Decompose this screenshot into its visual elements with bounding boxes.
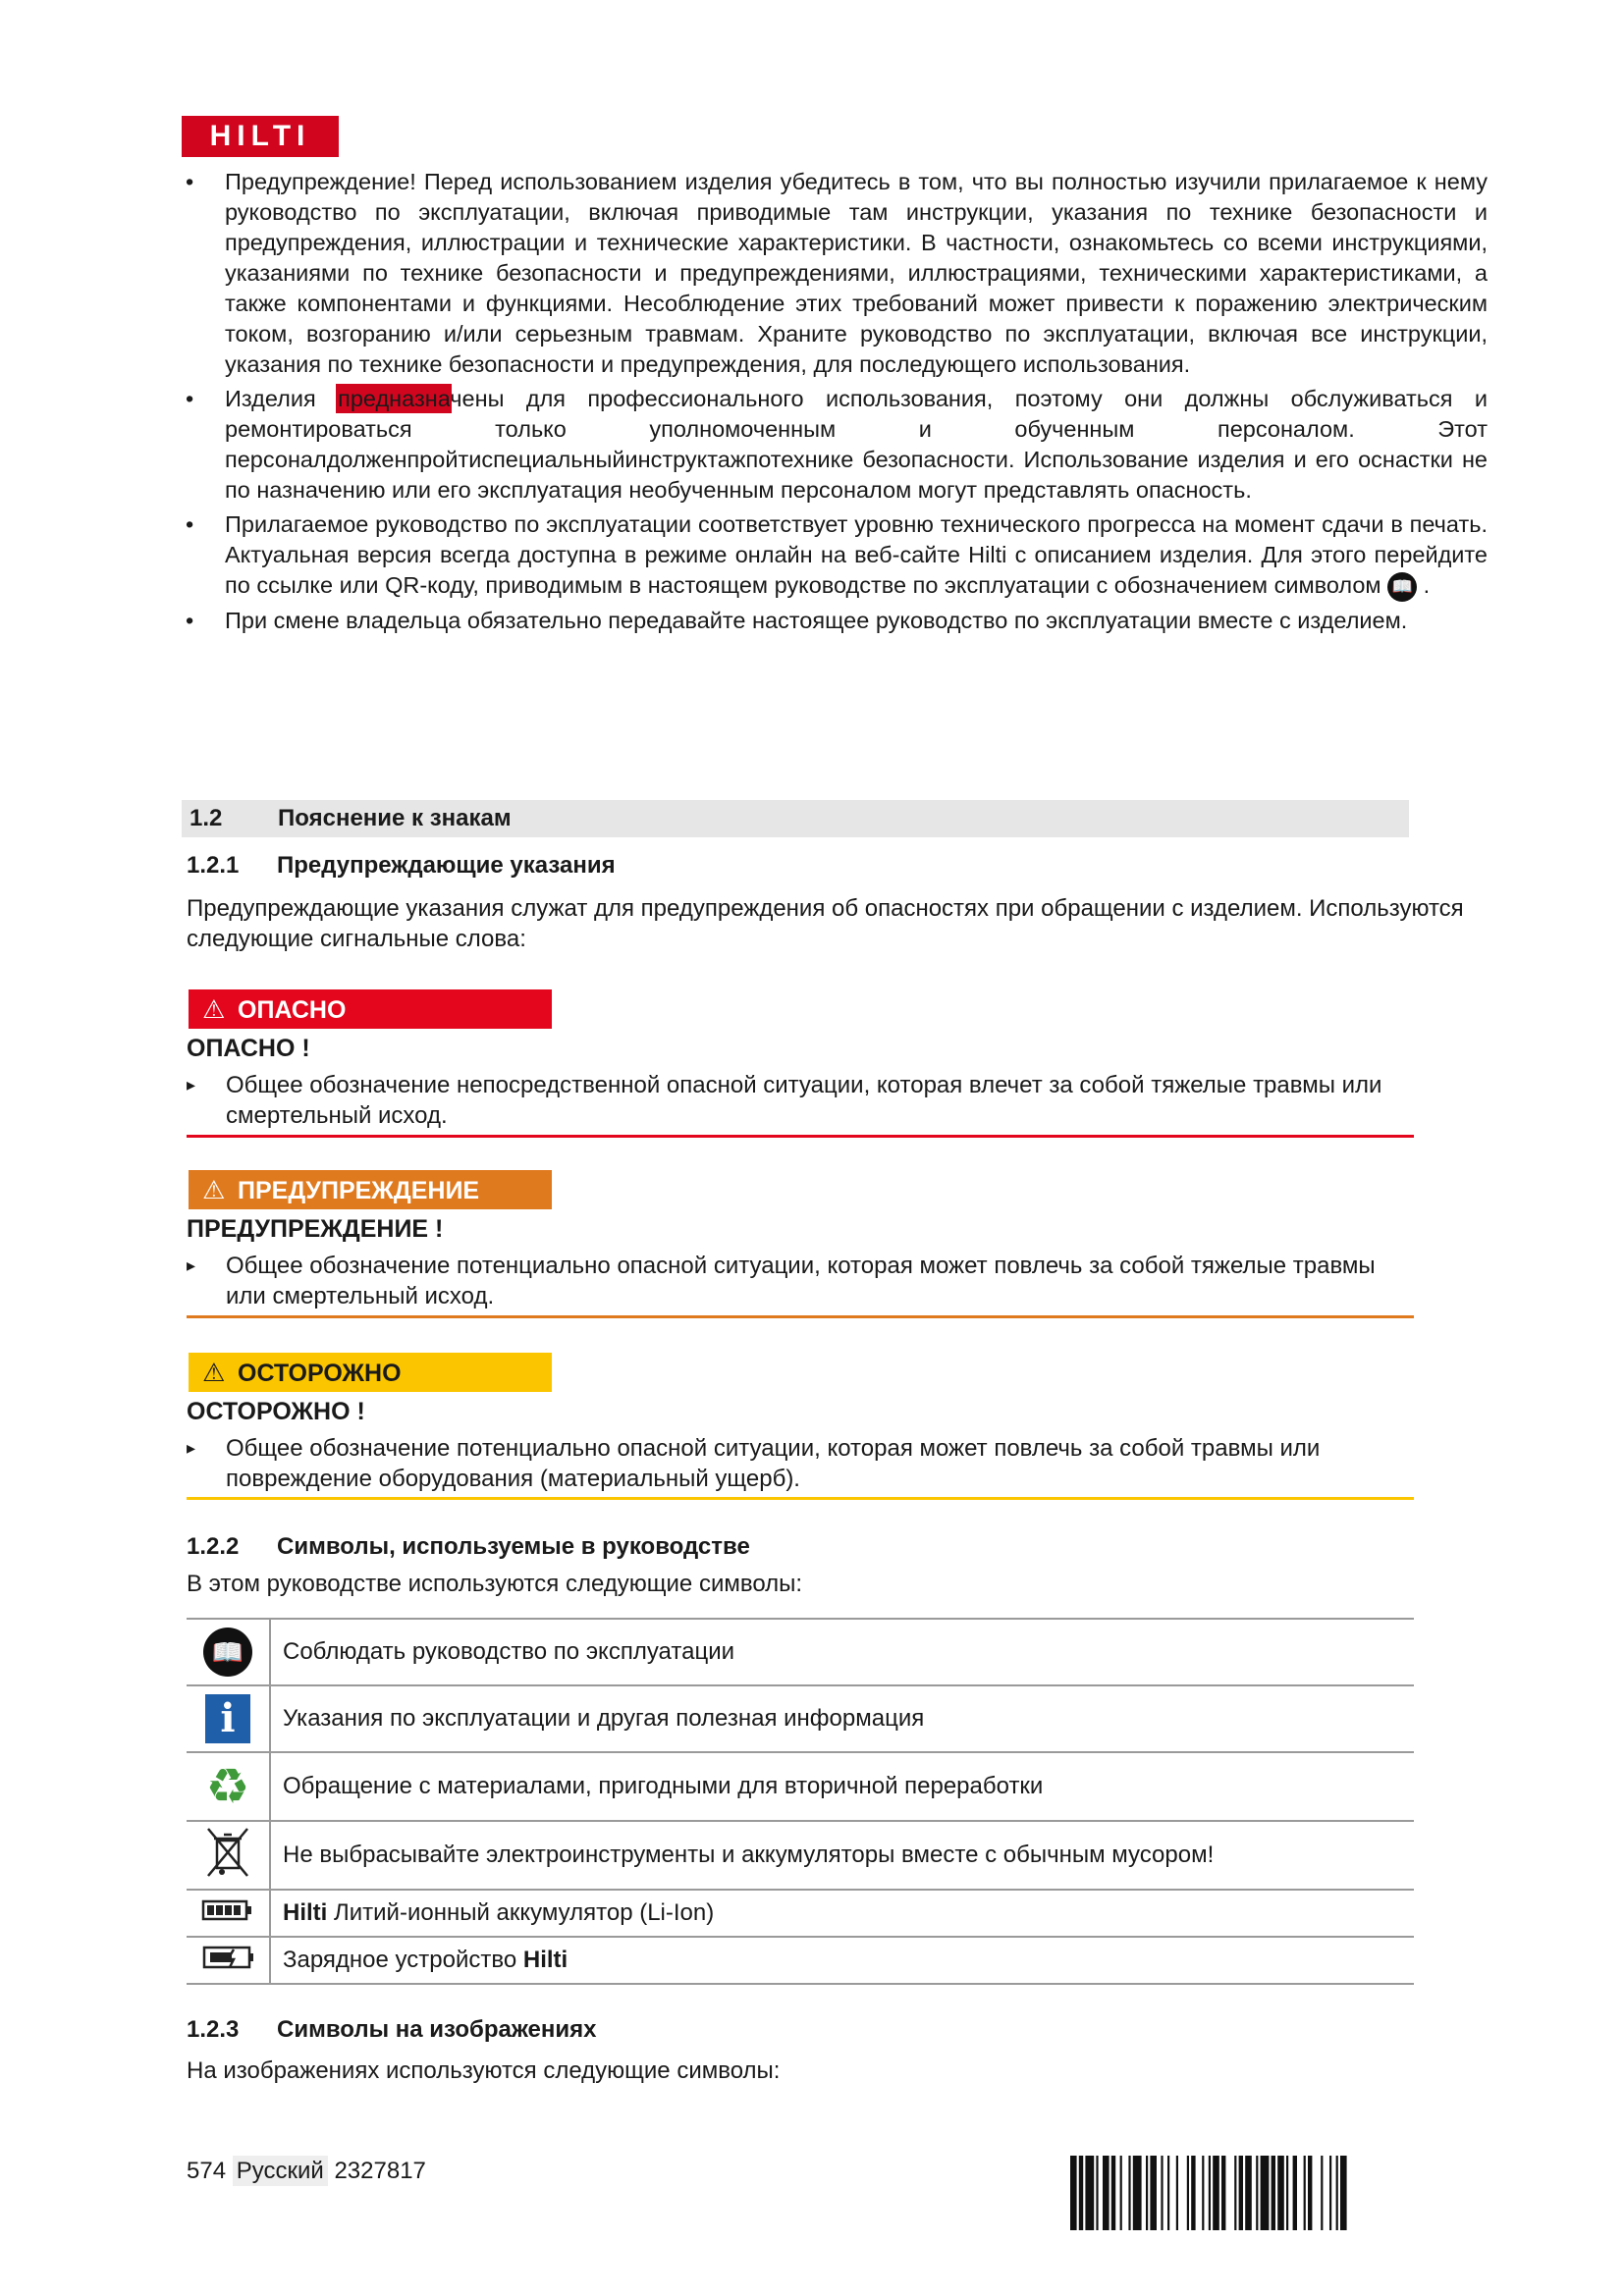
barcode-bar (1103, 2156, 1110, 2230)
icon-cell (187, 1685, 270, 1752)
bullet-text: Изделия (225, 386, 339, 411)
crossed-bin-icon (203, 1825, 252, 1887)
barcode-bar (1293, 2156, 1297, 2230)
manual-book-icon: 📖 (1387, 572, 1417, 602)
barcode-bar (1340, 2156, 1347, 2230)
barcode-bar (1187, 2156, 1189, 2230)
section-1-2-1-heading (187, 852, 616, 880)
caution-label: ОСТОРОЖНО ! (187, 1398, 365, 1425)
barcode-bar (1209, 2156, 1211, 2230)
barcode-bar (1304, 2156, 1306, 2230)
danger-label: ОПАСНО ! (187, 1035, 310, 1062)
barcode-bar (1272, 2156, 1275, 2230)
barcode-bar (1146, 2156, 1148, 2230)
section-1-2-1-text: Предупреждающие указания служат для предупреждения об опасностях при обращении с изделием. Используются следующие сигнальные слова: (187, 895, 1464, 952)
section-1-2-header (182, 800, 1409, 837)
barcode-bar (1167, 2156, 1169, 2230)
bullet-text: Прилагаемое руководство по эксплуатации соответствует уровню технического прогресса на момент сдачи в печать. Актуальная версия всегда доступна в режиме онлайн на веб-сайте Hilti с описанием изделия. Для этого перейдите по ссылке или QR-коду, приводимым в настоящем руководстве по эксплуатации с обозначением символом (225, 511, 1488, 598)
warning-label: ПРЕДУПРЕЖДЕНИЕ ! (187, 1215, 444, 1243)
table-row (187, 1752, 1414, 1821)
barcode-bar (1277, 2156, 1284, 2230)
section-1-2-3-heading (187, 2016, 597, 2044)
recycle-icon: ♻ (205, 1759, 250, 1814)
section-number: 1.2 (189, 805, 223, 831)
caution-divider (187, 1497, 1414, 1500)
symbol-description: Указания по эксплуатации и другая полезная информация (270, 1685, 1414, 1752)
warning-triangle-icon: ⚠ (202, 1175, 226, 1204)
barcode-bar (1336, 2156, 1338, 2230)
barcode-bar (1085, 2156, 1094, 2230)
section-number: 1.2.2 (187, 1533, 240, 1560)
table-row (187, 1821, 1414, 1890)
symbol-description: Соблюдать руководство по эксплуатации (270, 1619, 1414, 1685)
warning-banner-label: ПРЕДУПРЕЖДЕНИЕ (238, 1177, 480, 1204)
highlighted-text: предназна (338, 386, 451, 411)
icon-cell (187, 1821, 270, 1890)
symbol-text: Зарядное устройство (283, 1947, 523, 1973)
barcode-bar (1261, 2156, 1270, 2230)
section-1-2-3-text: На изображениях используются следующие символы: (187, 2057, 781, 2084)
barcode-bar (1191, 2156, 1195, 2230)
bullet-professional-use (182, 384, 1488, 506)
table-row (187, 1890, 1414, 1937)
danger-banner-label: ОПАСНО (238, 996, 347, 1024)
barcode-bar (1150, 2156, 1157, 2230)
warning-triangle-icon: ⚠ (202, 994, 226, 1024)
barcode-bar (1245, 2156, 1252, 2230)
icon-cell (187, 1619, 270, 1685)
barcode-bar (1239, 2156, 1243, 2230)
section-1-2-2-heading (187, 1533, 750, 1561)
bullet-owner-change: • При смене владельца обязательно передавайте настоящее руководство по эксплуатации вместе с изделием. (182, 606, 1488, 636)
barcode-bar (1234, 2156, 1236, 2230)
caution-description: ▸ Общее обозначение потенциально опасной ситуации, которая может повлечь за собой травмы или повреждение оборудования (материальный ущерб). (187, 1433, 1414, 1494)
symbols-table (187, 1618, 1414, 1985)
warning-divider (187, 1315, 1414, 1318)
page-footer (187, 2158, 426, 2185)
bullet-text: . (1417, 572, 1431, 598)
barcode-bar (1202, 2156, 1204, 2230)
barcode-bar (1213, 2156, 1219, 2230)
caution-banner-label: ОСТОРОЖНО (238, 1360, 402, 1387)
section-1-2-2-text: В этом руководстве используются следующие символы: (187, 1571, 803, 1597)
caution-banner (189, 1353, 552, 1392)
danger-divider (187, 1135, 1414, 1138)
symbol-description (270, 1937, 1414, 1984)
barcode-bar (1221, 2156, 1225, 2230)
barcode-bar (1070, 2156, 1077, 2230)
table-row (187, 1619, 1414, 1685)
danger-description: ▸ Общее обозначение непосредственной опасной ситуации, которая влечет за собой тяжелые травмы или смертельный исход. (187, 1070, 1414, 1131)
barcode-bar (1286, 2156, 1288, 2230)
barcode-bar (1161, 2156, 1163, 2230)
danger-banner (189, 989, 552, 1029)
icon-cell (187, 1937, 270, 1984)
bullet-text: чены для профессионального использования, поэтому они должны обслуживаться и ремонтироваться только уполномоченным и обученным персоналом. Этот персоналдолженпройтиспециальныйинструктажпотехнике безопасности. Использование изделия и его оснастки не по назначению или его эксплуатация необученным персоналом могут представлять опасность. (225, 386, 1489, 503)
section-number: 1.2.1 (187, 852, 240, 879)
table-row (187, 1937, 1414, 1984)
barcode-bar (1308, 2156, 1312, 2230)
page-number: 574 (187, 2158, 227, 2184)
table-row (187, 1685, 1414, 1752)
charger-icon (200, 1944, 255, 1978)
section-title: Символы на изображениях (277, 2016, 597, 2043)
section-title: Пояснение к знакам (278, 805, 512, 831)
barcode-bar (1120, 2156, 1122, 2230)
document-code: 2327817 (334, 2158, 426, 2184)
symbol-description: Обращение с материалами, пригодными для вторичной переработки (270, 1752, 1414, 1821)
barcode-bar (1111, 2156, 1115, 2230)
icon-cell (187, 1752, 270, 1821)
language-label: Русский (233, 2156, 328, 2186)
barcode-bar (1329, 2156, 1331, 2230)
symbol-text: Литий-ионный аккумулятор (Li-Ion) (327, 1899, 715, 1926)
hilti-logo: HILTI (182, 116, 339, 157)
symbol-description: Не выбрасывайте электроинструменты и аккумуляторы вместе с обычным мусором! (270, 1821, 1414, 1890)
battery-icon (201, 1898, 254, 1929)
brand-name: Hilti (283, 1899, 328, 1926)
manual-book-icon: 📖 (203, 1628, 252, 1677)
section-title: Предупреждающие указания (277, 852, 616, 879)
barcode-bar (1133, 2156, 1142, 2230)
barcode-bar (1256, 2156, 1258, 2230)
warning-description: ▸ Общее обозначение потенциально опасной ситуации, которая может повлечь за собой тяжелые травмы или смертельный исход. (187, 1251, 1414, 1311)
section-number: 1.2.3 (187, 2016, 240, 2043)
brand-name: Hilti (522, 1947, 568, 1973)
section-title: Символы, используемые в руководстве (277, 1533, 750, 1560)
info-icon: i (205, 1694, 250, 1743)
symbol-description (270, 1890, 1414, 1937)
barcode-bar (1079, 2156, 1083, 2230)
icon-cell (187, 1890, 270, 1937)
intro-bullet-list (182, 167, 1488, 640)
barcode-bar (1176, 2156, 1178, 2230)
bullet-online-version (182, 509, 1488, 602)
barcode (1070, 2156, 1414, 2230)
warning-triangle-icon: ⚠ (202, 1358, 226, 1387)
barcode-bar (1128, 2156, 1130, 2230)
bullet-warning-read-manual: • Предупреждение! Перед использованием изделия убедитесь в том, что вы полностью изучили прилагаемое к нему руководство по эксплуатации, включая приводимые там инструкции, указания по технике безопасности и предупреждения, иллюстрации и технические характеристики. В частности, ознакомьтесь со всеми инструкциями, указаниями по технике безопасности и предупреждениями, иллюстрациями, техническими характеристиками, а также компонентами и функциями. Несоблюдение этих требований может привести к поражению электрическим током, возгоранию и/или серьезным травмам. Храните руководство по эксплуатации, включая все инструкции, указания по технике безопасности и предупреждения, для последующего использования. (182, 167, 1488, 380)
barcode-bar (1096, 2156, 1098, 2230)
warning-banner (189, 1170, 552, 1209)
barcode-bar (1321, 2156, 1323, 2230)
